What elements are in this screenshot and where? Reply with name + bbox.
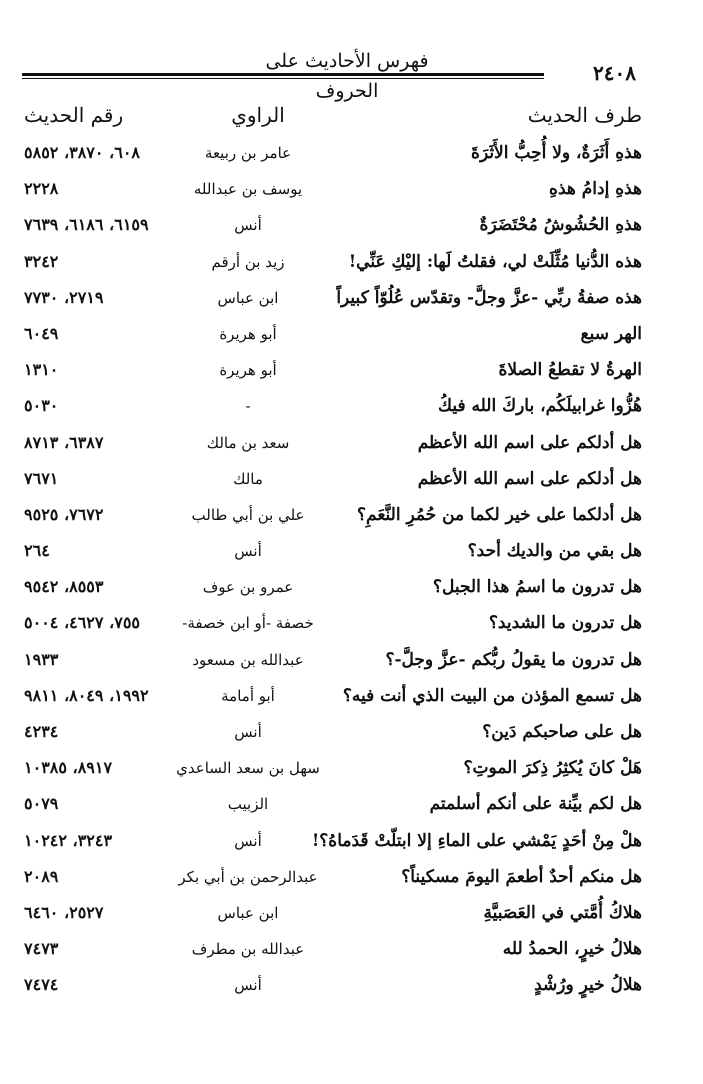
hadith-number: ٥٠٣٠ <box>24 396 59 416</box>
hadith-number: ٧٦٧١ <box>24 468 59 488</box>
hadith-text: هذهِ أَثَرَةٌ، ولا أُحِبُّ الأَثَرَةَ <box>471 143 642 163</box>
hadith-text: هل لكم بيِّنة على أنكم أسلمتم <box>429 794 642 815</box>
hadith-text: هل منكم أحدٌ أطعمَ اليومَ مسكيناً؟ <box>401 866 642 887</box>
table-row <box>22 969 642 1005</box>
hadith-number: ٣٢٤٢ <box>24 251 59 271</box>
table-row <box>22 644 642 680</box>
hadith-text: هلالُ خيرٍ، الحمدُ لله <box>502 939 642 960</box>
narrator-name: أبو هريرة <box>219 361 277 380</box>
table-row <box>22 209 642 245</box>
table-row <box>22 137 642 173</box>
table-row <box>22 861 642 897</box>
hadith-number: ١٣١٠ <box>24 360 59 380</box>
column-header-narrator: الراوي <box>231 103 285 127</box>
hadith-number: ٧٥٥، ٤٦٢٧، ٥٠٠٤ <box>24 613 140 633</box>
hadith-text: الهر سبع <box>580 323 642 344</box>
narrator-name: أنس <box>234 216 262 235</box>
narrator-name: عبدالرحمن بن أبي بكر <box>178 867 318 886</box>
narrator-name: الزبيب <box>227 795 269 814</box>
hadith-number: ٢٥٢٧، ٦٤٦٠ <box>24 902 104 922</box>
narrator-name: عبدالله بن مطرف <box>191 940 305 959</box>
table-row <box>22 173 642 209</box>
hadith-text: هل أدلكم على اسم الله الأعظم <box>417 432 642 453</box>
hadith-text: هل تدرون ما اسمُ هذا الجبل؟ <box>432 577 642 598</box>
narrator-name: مالك <box>233 469 263 488</box>
hadith-number: ٢٠٨٩ <box>24 866 59 886</box>
hadith-number: ٢٧١٩، ٧٧٣٠ <box>24 287 104 307</box>
header-rule-thick <box>22 73 544 76</box>
hadith-text: هلْ مِنْ أحَدٍ يَمْشي على الماءِ إلا ابتلّتْ قَدَماهُ؟! <box>311 830 642 851</box>
page-number: ٢٤٠٨ <box>593 61 636 85</box>
hadith-number: ٥٠٧٩ <box>24 794 59 814</box>
table-row <box>22 571 642 607</box>
table-row <box>22 716 642 752</box>
narrator-name: أبو أمامة <box>221 686 275 705</box>
hadith-text: هُزُّوا غرابيلَكُم، باركَ الله فيكُ <box>438 396 642 417</box>
hadith-number: ٣٢٤٣، ١٠٢٤٢ <box>24 830 113 850</box>
hadith-number: ٢٢٢٨ <box>24 179 59 199</box>
narrator-name: أنس <box>234 831 262 850</box>
narrator-name: عبدالله بن مسعود <box>192 650 304 669</box>
hadith-text: هذه صفةُ ربِّي -عزَّ وجلَّ- وتقدّس عُلُوّاً كبيراً <box>336 287 642 308</box>
narrator-name: زيد بن أرقم <box>211 252 285 271</box>
hadith-text: هَلْ كانَ يُكثِرُ ذِكرَ الموتِ؟ <box>463 758 642 779</box>
table-row <box>22 390 642 426</box>
table-row <box>22 282 642 318</box>
table-row <box>22 788 642 824</box>
hadith-number: ٦١٥٩، ٦١٨٦، ٧٦٣٩ <box>24 215 149 235</box>
hadith-number: ٦٠٨، ٣٨٧٠، ٥٨٥٢ <box>24 143 140 162</box>
table-row <box>22 897 642 933</box>
hadith-number: ٨٥٥٣، ٩٥٤٢ <box>24 577 104 597</box>
page-header <box>22 46 636 102</box>
table-row <box>22 318 642 354</box>
narrator-name: ابن عباس <box>217 288 279 307</box>
hadith-text: هذه الدُّنيا مُثِّلَتْ لي، فقلتُ لَها: إليْكِ عَنِّي! <box>348 251 642 272</box>
running-title: فهرس الأحاديث على الحروف <box>265 50 429 102</box>
hadith-text: هل تسمع المؤذن من البيت الذي أنت فيه؟ <box>342 685 642 706</box>
hadith-text: هل تدرون ما يقولُ ربُّكم -عزَّ وجلَّ-؟ <box>385 649 642 670</box>
narrator-name: ابن عباس <box>217 903 279 922</box>
hadith-number: ١٩٣٣ <box>24 649 59 669</box>
hadith-text: هل على صاحبكم دَين؟ <box>482 722 642 742</box>
hadith-number: ٧٦٧٢، ٩٥٢٥ <box>24 504 104 524</box>
hadith-text: هلالُ خيرٍ ورُشْدٍ <box>534 975 642 996</box>
table-row <box>22 246 642 282</box>
header-rule-thin <box>22 78 544 79</box>
index-table <box>22 137 642 1006</box>
table-row <box>22 825 642 861</box>
column-headers <box>22 100 642 134</box>
hadith-number: ٨٩١٧، ١٠٣٨٥ <box>24 758 113 778</box>
hadith-number: ٤٢٣٤ <box>24 722 59 741</box>
hadith-text: الهرةُ لا تقطعُ الصلاةَ <box>498 360 642 381</box>
table-row <box>22 680 642 716</box>
hadith-text: هل بقي من والديك أحد؟ <box>467 541 642 562</box>
column-header-number: رقم الحديث <box>24 103 124 127</box>
narrator-name: يوسف بن عبدالله <box>193 180 303 199</box>
hadith-number: ٢٦٤ <box>24 541 50 561</box>
narrator-name: عمرو بن عوف <box>202 578 294 597</box>
narrator-name: أبو هريرة <box>219 324 277 343</box>
narrator-name: سعد بن مالك <box>206 433 290 452</box>
table-row <box>22 463 642 499</box>
narrator-name: عامر بن ربيعة <box>204 144 292 162</box>
hadith-text: هل أدلكما على خير لكما من حُمُرِ النَّعَمِ؟ <box>356 504 642 525</box>
table-row <box>22 752 642 788</box>
hadith-text: هل أدلكم على اسم الله الأعظم <box>417 468 642 489</box>
narrator-name: - <box>245 397 251 416</box>
hadith-text: هذهِ الحُشُوشُ مُحْتَضَرَةٌ <box>479 215 642 236</box>
hadith-number: ٦٣٨٧، ٨٧١٣ <box>24 432 104 452</box>
hadith-text: هلاكُ أُمَّتي في العَصَبيَّةِ <box>483 902 642 923</box>
table-row <box>22 427 642 463</box>
table-row <box>22 535 642 571</box>
narrator-name: أنس <box>234 542 262 561</box>
hadith-text: هذهِ إدامُ هذهِ <box>549 179 642 200</box>
table-row <box>22 354 642 390</box>
narrator-name: أنس <box>234 976 262 995</box>
narrator-name: سهل بن سعد الساعدي <box>176 759 320 778</box>
table-row <box>22 933 642 969</box>
table-row <box>22 607 642 643</box>
hadith-number: ٧٤٧٤ <box>24 975 59 995</box>
hadith-number: ٦٠٤٩ <box>24 323 59 343</box>
column-header-hadith: طرف الحديث <box>527 103 642 127</box>
hadith-number: ٧٤٧٣ <box>24 939 59 959</box>
hadith-text: هل تدرون ما الشديد؟ <box>488 613 642 634</box>
narrator-name: أنس <box>234 723 262 741</box>
hadith-number: ١٩٩٢، ٨٠٤٩، ٩٨١١ <box>24 685 149 705</box>
narrator-name: خصفة -أو ابن خصفة- <box>182 614 314 633</box>
table-row <box>22 499 642 535</box>
narrator-name: علي بن أبي طالب <box>191 505 305 524</box>
